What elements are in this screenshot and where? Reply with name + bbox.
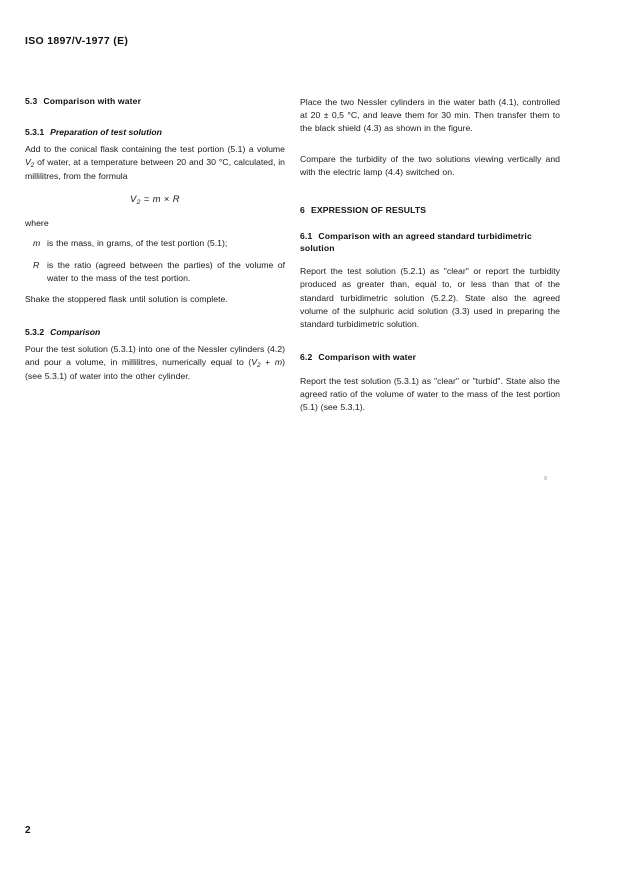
inline-variable-v2-sum: $V_2$ bbox=[251, 356, 261, 369]
clause-title-5-3-2: Comparison bbox=[50, 327, 101, 338]
clause-number-5-3-2: 5.3.2 bbox=[25, 327, 45, 338]
clause-heading-6-2 bbox=[300, 352, 560, 363]
spacer bbox=[300, 367, 560, 375]
paragraph-5-3-1-prefix: Add to the conical flask containing the test portion (5.1) a volume bbox=[25, 143, 285, 154]
definition-text-r: is the ratio (agreed between the parties) of the volume of water to the mass of the test portion. bbox=[47, 259, 285, 283]
clause-number-5-3-1: 5.3.1 bbox=[25, 127, 45, 138]
clause-title-6-2: Comparison with water bbox=[318, 352, 417, 363]
paragraph-5-3-2-part2: ) (see 5.3.1) of water into the other cylinder. bbox=[25, 356, 285, 382]
spacer bbox=[300, 145, 560, 153]
paragraph-place-cylinders: Place the two Nessler cylinders in the water bath (4.1), controlled at 20 ± 0,5 °C, and leave them for 30 min. Then transfer them to the black shield (4.3) as shown in the figure. bbox=[300, 97, 560, 134]
spacer bbox=[300, 257, 560, 265]
spacer bbox=[300, 188, 560, 205]
spacer bbox=[25, 110, 285, 127]
inline-variable-m: m bbox=[274, 356, 283, 367]
paragraph-5-3-1 bbox=[25, 143, 285, 184]
paragraph-6-2: Report the test solution (5.3.1) as "clear" or "turbid". State also the agreed ratio of the volume of water to the mass of the test portion (5.1) (see 5.3.1). bbox=[300, 375, 560, 412]
clause-heading-6 bbox=[300, 205, 560, 216]
definition-text-m: is the mass, in grams, of the test portion (5.1); bbox=[47, 238, 228, 249]
clause-heading-5-3 bbox=[25, 96, 285, 107]
clause-heading-5-3-1 bbox=[25, 127, 285, 138]
running-head: ISO 1897/V-1977 (E) bbox=[25, 35, 129, 47]
paragraph-5-3-2 bbox=[25, 343, 285, 384]
clause-title-6: EXPRESSION OF RESULTS bbox=[310, 205, 427, 216]
clause-title-5-3-1: Preparation of test solution bbox=[50, 127, 162, 138]
paragraph-5-3-1-suffix: of water, at a temperature between 20 and 30 °C, calculated, in millilitres, from the formula bbox=[25, 156, 285, 182]
definition-m bbox=[25, 237, 285, 250]
formula-volume-water bbox=[25, 193, 285, 206]
formula-multiply: × bbox=[163, 193, 170, 205]
definition-symbol-m: m bbox=[33, 238, 41, 249]
two-column-body bbox=[25, 96, 560, 414]
formula-rhs-ratio: R bbox=[172, 193, 180, 205]
where-label: where bbox=[25, 218, 49, 229]
clause-title-5-3: Comparison with water bbox=[43, 96, 142, 106]
definition-symbol-r: R bbox=[33, 259, 40, 270]
clause-number-6-1: 6.1 bbox=[300, 231, 313, 242]
formula-lhs: $V_2$ bbox=[130, 193, 141, 207]
clause-heading-5-3-2 bbox=[25, 327, 285, 338]
definition-r bbox=[25, 259, 285, 285]
right-column bbox=[300, 96, 560, 414]
scan-artifact bbox=[544, 476, 547, 480]
formula-equals: = bbox=[143, 193, 150, 205]
clause-number-6: 6 bbox=[300, 205, 305, 216]
clause-heading-6-1 bbox=[300, 231, 560, 254]
spacer bbox=[300, 219, 560, 231]
clause-number-6-2: 6.2 bbox=[300, 352, 313, 363]
clause-title-6-1: Comparison with an agreed standard turbidimetric solution bbox=[300, 231, 532, 253]
formula-rhs-mass: m bbox=[152, 193, 161, 205]
paragraph-6-1: Report the test solution (5.2.1) as "clear" or report the turbidity produced as greater than, equal to, or less than that of the standard turbidimetric solution (5.2.2). State also the agreed volume of the sulphuric acid solution (3.3) used in preparing the standard turbidimetric solution. bbox=[300, 266, 560, 329]
paragraph-5-3-2-plus: + bbox=[260, 356, 275, 367]
paragraph-5-3-2-part1: Pour the test solution (5.3.1) into one of the Nessler cylinders (4.2) and pour a volume, in millilitres, numerically equal to ( bbox=[25, 343, 285, 367]
inline-variable-v2: $V_2$ bbox=[25, 156, 35, 169]
paragraph-compare-turbidity: Compare the turbidity of the two solutions viewing vertically and with the electric lamp (4.4) switched on. bbox=[300, 153, 560, 177]
left-column bbox=[25, 96, 285, 414]
spacer bbox=[25, 315, 285, 327]
spacer bbox=[300, 340, 560, 352]
paragraph-shake-flask: Shake the stoppered flask until solution is complete. bbox=[25, 293, 228, 304]
page-number: 2 bbox=[25, 825, 31, 836]
clause-number-5-3: 5.3 bbox=[25, 96, 38, 106]
